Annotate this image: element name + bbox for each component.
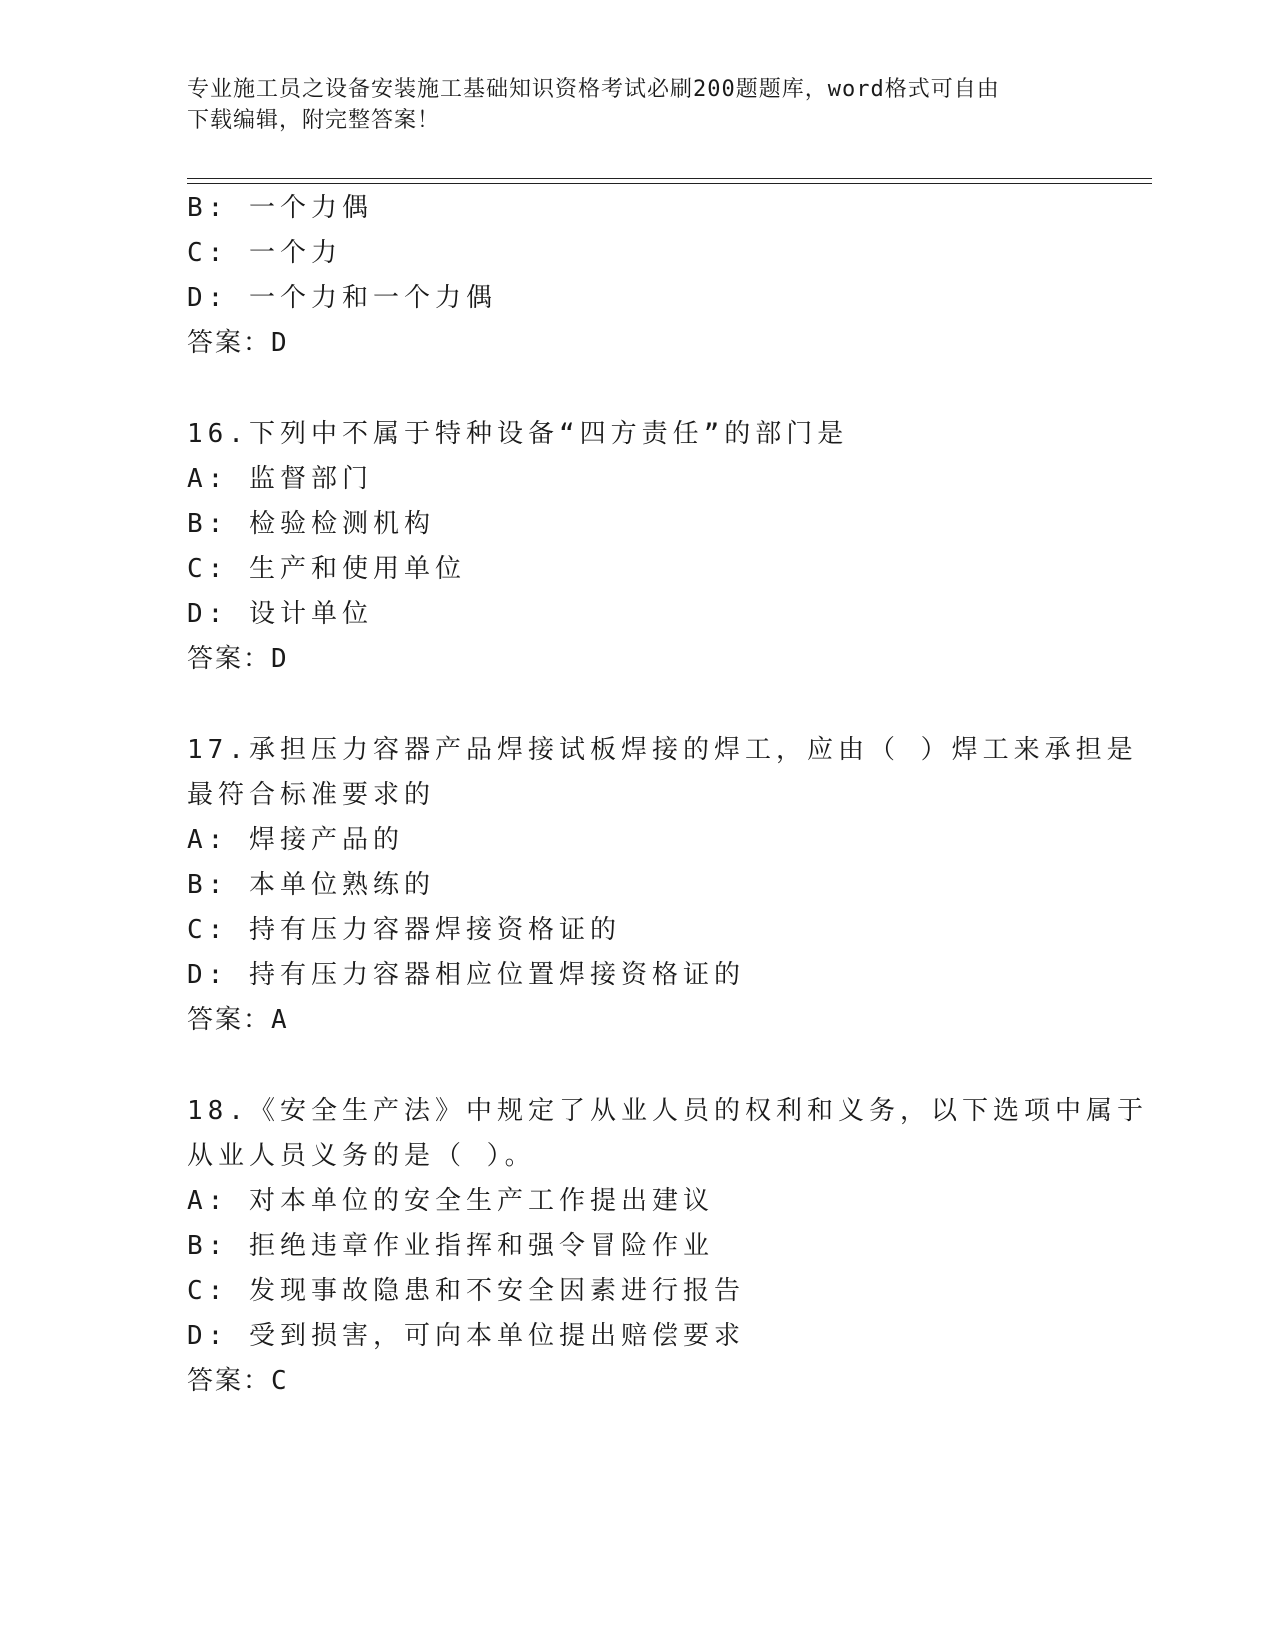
q16-stem-line-1: 16.下列中不属于特种设备“四方责任”的部门是 [187, 419, 849, 449]
q18-option-a: A: 对本单位的安全生产工作提出建议 [187, 1186, 714, 1216]
q18-answer: 答案：C [187, 1366, 289, 1396]
q15-option-b: B: 一个力偶 [187, 193, 373, 223]
header-divider-top [187, 178, 1152, 179]
header-title-line-1: 专业施工员之设备安装施工基础知识资格考试必刷200题题库，word格式可自由 [187, 77, 1000, 102]
page-header [187, 74, 1067, 136]
q16-answer: 答案：D [187, 644, 289, 674]
q16-option-c: C: 生产和使用单位 [187, 554, 466, 584]
q16-option-d: D: 设计单位 [187, 599, 373, 629]
q17-option-d: D: 持有压力容器相应位置焊接资格证的 [187, 960, 745, 990]
q18-option-c: C: 发现事故隐患和不安全因素进行报告 [187, 1276, 745, 1306]
q18-option-b: B: 拒绝违章作业指挥和强令冒险作业 [187, 1231, 714, 1261]
q17-stem-line-2: 最符合标准要求的 [187, 780, 436, 810]
header-divider-bottom [187, 183, 1152, 184]
q17-stem-line-1: 17.承担压力容器产品焊接试板焊接的焊工，应由（ ）焊工来承担是 [187, 735, 1138, 765]
q18-stem-line-1: 18.《安全生产法》中规定了从业人员的权利和义务，以下选项中属于 [187, 1096, 1148, 1126]
q17-option-b: B: 本单位熟练的 [187, 870, 435, 900]
q15-option-d: D: 一个力和一个力偶 [187, 283, 497, 313]
q18-stem-line-2: 从业人员义务的是（ ）。 [187, 1141, 536, 1171]
q16-option-a: A: 监督部门 [187, 464, 373, 494]
q17-answer: 答案：A [187, 1005, 289, 1035]
q18-option-d: D: 受到损害，可向本单位提出赔偿要求 [187, 1321, 745, 1351]
header-title-line-2: 下载编辑，附完整答案！ [187, 108, 441, 133]
q15-option-c: C: 一个力 [187, 238, 342, 268]
q17-option-c: C: 持有压力容器焊接资格证的 [187, 915, 621, 945]
q15-answer: 答案：D [187, 328, 289, 358]
q16-option-b: B: 检验检测机构 [187, 509, 435, 539]
q17-option-a: A: 焊接产品的 [187, 825, 404, 855]
